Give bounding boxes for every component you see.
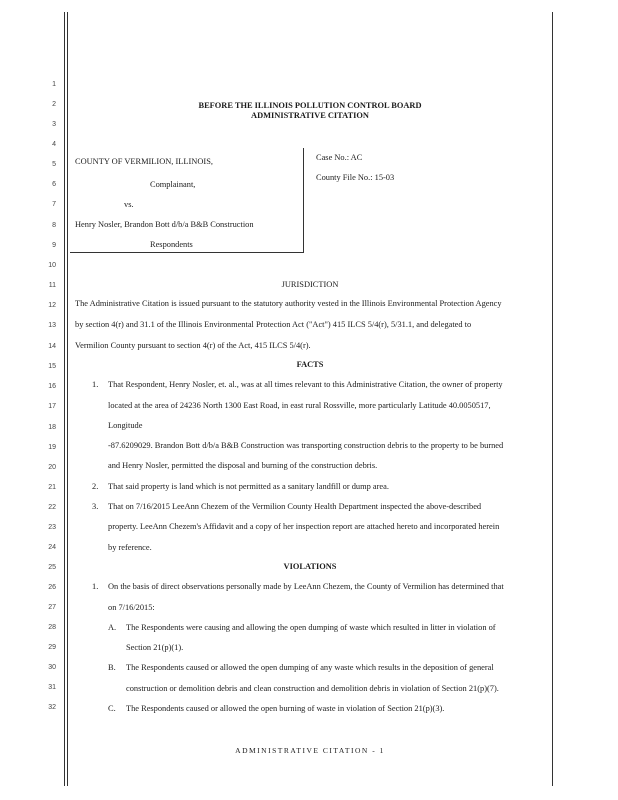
fact-line: -87.6209029. Brandon Bott d/b/a B&B Construction was transporting construction debris to the property to be burned	[108, 441, 504, 450]
fact-number: 2.	[92, 482, 99, 491]
line-number: 9	[52, 242, 56, 249]
violation-line: construction or demolition debris and clean construction and demolition debris in violation of Section 21(p)(7).	[126, 684, 499, 693]
violation-line: Section 21(p)(1).	[126, 643, 184, 652]
line-number: 14	[48, 343, 56, 350]
line-number: 11	[48, 282, 56, 289]
line-number: 5	[52, 161, 56, 168]
line-number: 22	[48, 504, 56, 511]
right-margin-rule	[552, 12, 553, 786]
line-number: 28	[48, 624, 56, 631]
case-number: Case No.: AC	[316, 153, 363, 162]
violation-line: The Respondents caused or allowed the open burning of waste in violation of Section 21(p)(3).	[126, 704, 445, 713]
jurisdiction-line: by section 4(r) and 31.1 of the Illinois Environmental Protection Act ("Act") 415 ILCS 5/4(r), 5/31.1, and delegated to	[75, 320, 472, 329]
violation-letter: B.	[108, 663, 116, 672]
line-number: 7	[52, 201, 56, 208]
line-number: 31	[48, 684, 56, 691]
line-number: 19	[48, 444, 56, 451]
line-number: 25	[48, 564, 56, 571]
line-number: 18	[48, 424, 56, 431]
line-number: 20	[48, 464, 56, 471]
violation-number: 1.	[92, 582, 99, 591]
fact-line: and Henry Nosler, permitted the disposal and burning of the construction debris.	[108, 461, 378, 470]
line-number: 27	[48, 604, 56, 611]
line-number: 16	[48, 383, 56, 390]
page-footer: ADMINISTRATIVE CITATION - 1	[235, 746, 385, 755]
county-file-number: County File No.: 15-03	[316, 173, 395, 182]
respondent-role: Respondents	[150, 240, 193, 249]
complainant-role: Complainant,	[150, 180, 196, 189]
violation-letter: A.	[108, 623, 117, 632]
line-number: 26	[48, 584, 56, 591]
fact-number: 1.	[92, 380, 99, 389]
fact-line: That Respondent, Henry Nosler, et. al., was at all times relevant to this Administrative Citation, the owner of property	[108, 380, 503, 389]
jurisdiction-line: The Administrative Citation is issued pursuant to the statutory authority vested in the Illinois Environmental Protection Agency	[75, 299, 502, 308]
line-number: 17	[48, 403, 56, 410]
board-title: BEFORE THE ILLINOIS POLLUTION CONTROL BOARD	[198, 101, 422, 110]
complainant-name: COUNTY OF VERMILION, ILLINOIS,	[75, 157, 213, 166]
line-number: 21	[48, 484, 56, 491]
fact-line: That said property is land which is not permitted as a sanitary landfill or dump area.	[108, 482, 389, 491]
jurisdiction-heading: JURISDICTION	[281, 280, 339, 289]
line-number: 4	[52, 141, 56, 148]
facts-heading: FACTS	[296, 360, 324, 369]
line-number: 8	[52, 222, 56, 229]
violation-intro-line: On the basis of direct observations personally made by LeeAnn Chezem, the County of Vermilion has determined that	[108, 582, 504, 591]
line-number: 23	[48, 524, 56, 531]
line-number: 13	[48, 322, 56, 329]
fact-number: 3.	[92, 502, 99, 511]
respondent-name: Henry Nosler, Brandon Bott d/b/a B&B Construction	[75, 220, 254, 229]
line-number: 29	[48, 644, 56, 651]
fact-line: by reference.	[108, 543, 152, 552]
line-number: 1	[52, 81, 56, 88]
line-number: 6	[52, 181, 56, 188]
fact-line: Longitude	[108, 421, 143, 430]
fact-line: property. LeeAnn Chezem's Affidavit and a copy of her inspection report are attached hereto and incorporated herein	[108, 522, 500, 531]
violation-intro-line: on 7/16/2015:	[108, 603, 155, 612]
line-number: 24	[48, 544, 56, 551]
versus-label: vs.	[124, 200, 134, 209]
violation-line: The Respondents were causing and allowing the open dumping of waste which resulted in litter in violation of	[126, 623, 496, 632]
fact-line: located at the area of 24236 North 1300 East Road, in east rural Rossville, more particularly Latitude 40.0050517,	[108, 401, 491, 410]
violation-letter: C.	[108, 704, 116, 713]
left-margin-rule-inner	[67, 12, 68, 786]
violations-heading: VIOLATIONS	[283, 562, 337, 571]
fact-line: That on 7/16/2015 LeeAnn Chezem of the Vermilion County Health Department inspected the above-described	[108, 502, 482, 511]
line-number: 3	[52, 121, 56, 128]
line-number: 10	[48, 262, 56, 269]
caption-bracket	[303, 148, 304, 252]
left-margin-rule	[64, 12, 65, 786]
violation-line: The Respondents caused or allowed the open dumping of any waste which results in the deposition of general	[126, 663, 494, 672]
line-number: 2	[52, 101, 56, 108]
jurisdiction-line: Vermilion County pursuant to section 4(r) of the Act, 415 ILCS 5/4(r).	[75, 341, 311, 350]
line-number: 32	[48, 704, 56, 711]
caption-underline	[70, 252, 304, 253]
line-number: 12	[48, 302, 56, 309]
document-type: ADMINISTRATIVE CITATION	[251, 111, 369, 120]
line-number: 15	[48, 363, 56, 370]
line-number: 30	[48, 664, 56, 671]
